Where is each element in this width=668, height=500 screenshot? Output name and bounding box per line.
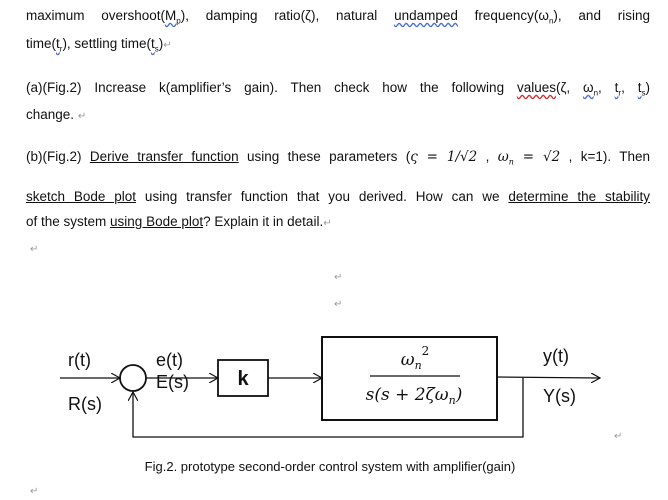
error-time-label: e(t) xyxy=(156,350,183,370)
plant-numerator: $\omega_n^2$ xyxy=(400,344,430,372)
feedback-path xyxy=(133,378,523,437)
paragraph-mark: ↵ xyxy=(334,299,343,310)
output-laplace-label: Y(s) xyxy=(543,386,576,406)
paragraph-1-line-2: $time(t_r)$, settling $time(t_s)↵$ xyxy=(26,36,172,54)
input-laplace-label: R(s) xyxy=(68,394,102,414)
paragraph-mark: ↵ xyxy=(334,272,343,283)
paragraph-mark: ↵ xyxy=(30,244,39,255)
paragraph-1-line-1: maximum $overshoot(M_p)$, damping ratio(ζ), natural undamped $frequency(\omega_n)$, and rising xyxy=(26,8,650,26)
error-laplace-label: E(s) xyxy=(156,372,189,392)
output-arrow xyxy=(497,377,600,378)
part-a-line-2: change. ↵ xyxy=(26,107,87,122)
output-time-label: y(t) xyxy=(543,346,569,366)
summing-junction xyxy=(120,365,146,391)
part-b-line-1: (b)(Fig.2) Derive transfer function using these parameters (ς = 1/√2 , $\omega_n = √2$ , k=1). Then xyxy=(26,149,650,167)
part-b-line-3: of the system using Bode plot? Explain it in detail.↵ xyxy=(26,214,332,229)
plant-denominator: $s(s + 2\zeta\omega_n)$ xyxy=(365,385,463,407)
figure-caption: Fig.2. prototype second-order control system with amplifier(gain) xyxy=(144,459,516,474)
gain-label: k xyxy=(237,368,249,390)
part-a-line-1: (a)(Fig.2) Increase k(amplifier’s gain). Then check how the following values(ζ, $\omega_n$, $t_r$, $t_s$) xyxy=(26,80,650,98)
paragraph-mark: ↵ xyxy=(614,431,623,442)
paragraph-mark: ↵ xyxy=(30,486,39,497)
paragraph-mark: ↵ xyxy=(163,40,172,51)
part-b-line-2: sketch Bode plot using transfer function that you derived. How can we determine the stability xyxy=(26,189,650,204)
input-time-label: r(t) xyxy=(68,350,91,370)
